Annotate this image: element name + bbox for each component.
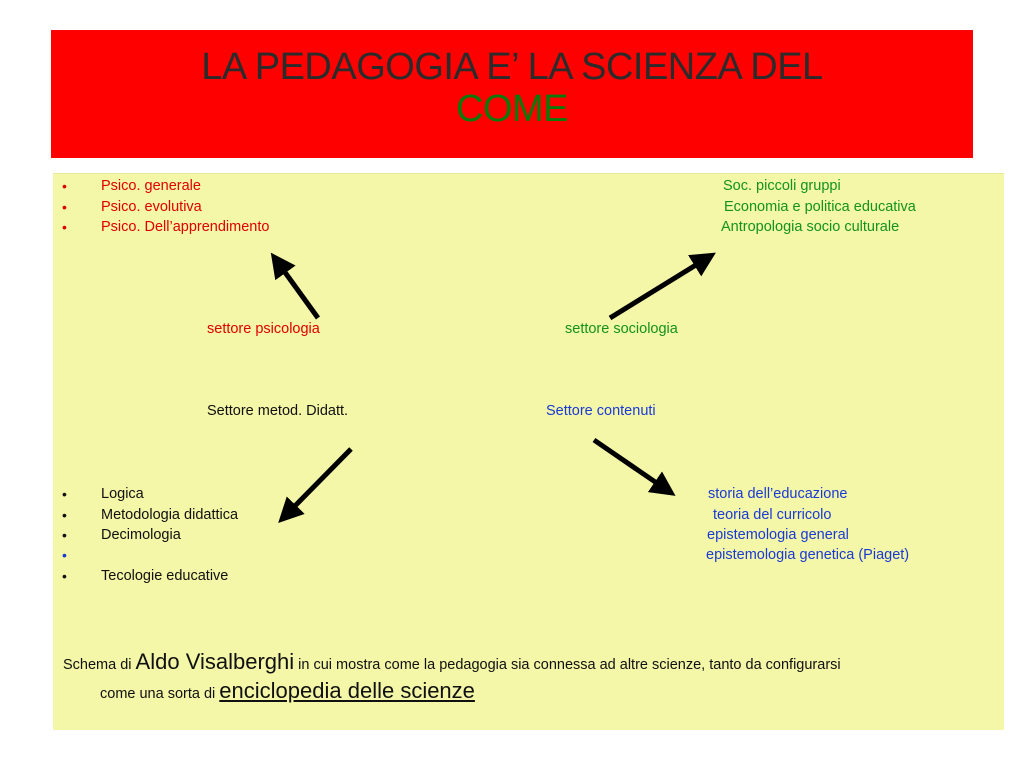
list-item: teoria del curricolo bbox=[713, 507, 832, 523]
list-item: Psico. generale bbox=[101, 178, 201, 194]
arrow-down-left-icon bbox=[288, 449, 351, 513]
list-item: epistemologia general bbox=[707, 527, 849, 543]
list-item: epistemologia genetica (Piaget) bbox=[706, 547, 910, 563]
enciclopedia-link[interactable]: enciclopedia delle scienze bbox=[219, 678, 475, 703]
sector-contenuti: Settore contenuti bbox=[546, 403, 656, 419]
caption bbox=[63, 649, 993, 707]
title-line-1: LA PEDAGOGIA E’ LA SCIENZA DEL bbox=[201, 46, 823, 88]
sector-psicologia: settore psicologia bbox=[207, 321, 320, 337]
bullet: • bbox=[62, 178, 67, 194]
author-name: Aldo Visalberghi bbox=[135, 649, 295, 674]
sector-metod: Settore metod. Didatt. bbox=[207, 403, 349, 419]
arrow-down-right-icon bbox=[594, 440, 664, 488]
list-item: Metodologia didattica bbox=[101, 507, 239, 523]
list-item: Tecologie educative bbox=[101, 568, 229, 584]
list-item: Decimologia bbox=[101, 527, 181, 543]
caption-prefix: Schema di bbox=[63, 657, 136, 673]
bullet: • bbox=[62, 507, 67, 523]
caption-middle: in cui mostra come la pedagogia sia connessa ad altre scienze, tanto da configurarsi bbox=[294, 657, 841, 673]
bullet: • bbox=[62, 486, 67, 502]
bullet: • bbox=[62, 527, 67, 543]
bullet: • bbox=[62, 547, 67, 563]
list-item: Antropologia socio culturale bbox=[721, 219, 900, 235]
list-item: storia dell’educazione bbox=[708, 486, 848, 502]
bullet: • bbox=[62, 568, 67, 584]
list-item: Logica bbox=[101, 486, 144, 502]
arrow-up-left-icon bbox=[279, 264, 318, 318]
title-line-2: COME bbox=[456, 88, 568, 130]
list-item: Soc. piccoli gruppi bbox=[723, 178, 841, 194]
list-item: Economia e politica educativa bbox=[724, 199, 916, 215]
bullet: • bbox=[62, 199, 67, 215]
arrow-up-right-icon bbox=[610, 260, 704, 318]
caption-line2: come una sorta di bbox=[100, 686, 220, 702]
bullet: • bbox=[62, 219, 67, 235]
list-item: Psico. Dell’apprendimento bbox=[101, 219, 270, 235]
sector-sociologia: settore sociologia bbox=[565, 321, 678, 337]
list-item: Psico. evolutiva bbox=[101, 199, 202, 215]
